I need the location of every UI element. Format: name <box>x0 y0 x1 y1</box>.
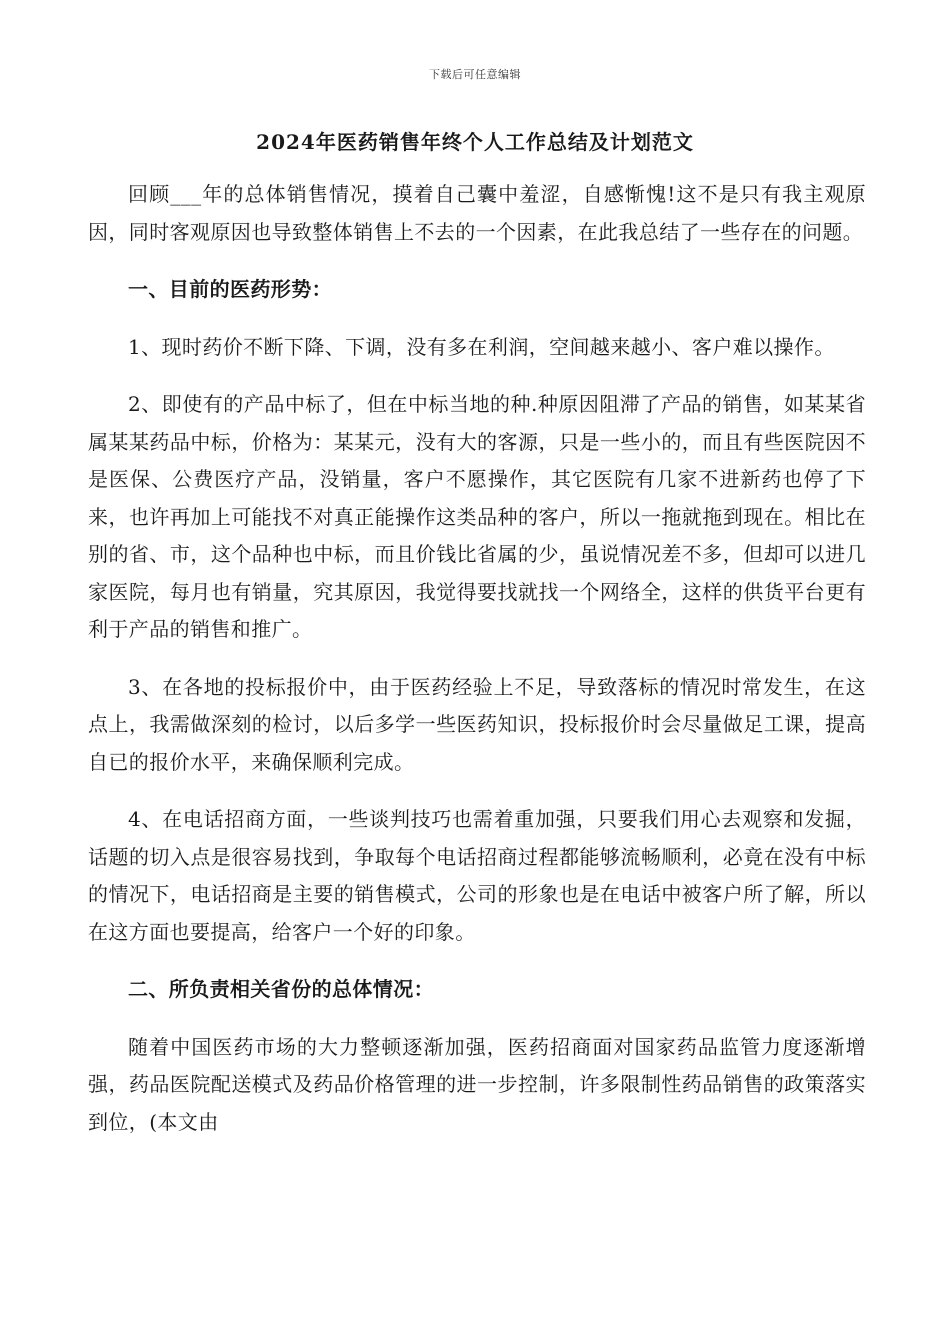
document-title: 2024年医药销售年终个人工作总结及计划范文 <box>256 130 694 154</box>
document-body <box>88 176 866 1161</box>
section-1-item-4: 4、在电话招商方面，一些谈判技巧也需着重加强，只要我们用心去观察和发掘，话题的切入点是很容易找到，争取每个电话招商过程都能够流畅顺利，必竟在没有中标的情况下，电话招商是主要的销售模式，公司的形象也是在电话中被客户所了解，所以在这方面也要提高，给客户一个好的印象。 <box>88 807 866 944</box>
section-1-item-3: 3、在各地的投标报价中，由于医药经验上不足，导致落标的情况时常发生，在这点上，我需做深刻的检讨，以后多学一些医药知识，投标报价时会尽量做足工课，提高自已的报价水平，来确保顺利完成。 <box>88 674 866 774</box>
section-2-heading: 二、所负责相关省份的总体情况： <box>128 977 434 1001</box>
header-note: 下载后可任意编辑 <box>429 68 521 81</box>
intro-paragraph: 回顾___年的总体销售情况，摸着自己囊中羞涩，自感惭愧!这不是只有我主观原因，同时客观原因也导致整体销售上不去的一个因素，在此我总结了一些存在的问题。 <box>88 182 866 244</box>
section-1-heading: 一、目前的医药形势： <box>128 277 332 301</box>
section-2-paragraph: 随着中国医药市场的大力整顿逐渐加强，医药招商面对国家药品监管力度逐渐增强，药品医院配送模式及药品价格管理的进一步控制，许多限制性药品销售的政策落实到位，(本文由 <box>88 1034 866 1134</box>
section-1-item-1: 1、现时药价不断下降、下调，没有多在利润，空间越来越小、客户难以操作。 <box>128 334 835 359</box>
section-1-item-2: 2、即使有的产品中标了，但在中标当地的种.种原因阻滞了产品的销售，如某某省属某某药品中标，价格为：某某元，没有大的客源，只是一些小的，而且有些医院因不是医保、公费医疗产品，没销量，客户不愿操作，其它医院有几家不进新药也停了下来，也许再加上可能找不对真正能操作这类品种的客户，所以一拖就拖到现在。相比在别的省、市，这个品种也中标，而且价钱比省属的少，虽说情况差不多，但却可以进几家医院，每月也有销量，究其原因，我觉得要找就找一个网络全，这样的供货平台更有利于产品的销售和推广。 <box>88 392 866 641</box>
